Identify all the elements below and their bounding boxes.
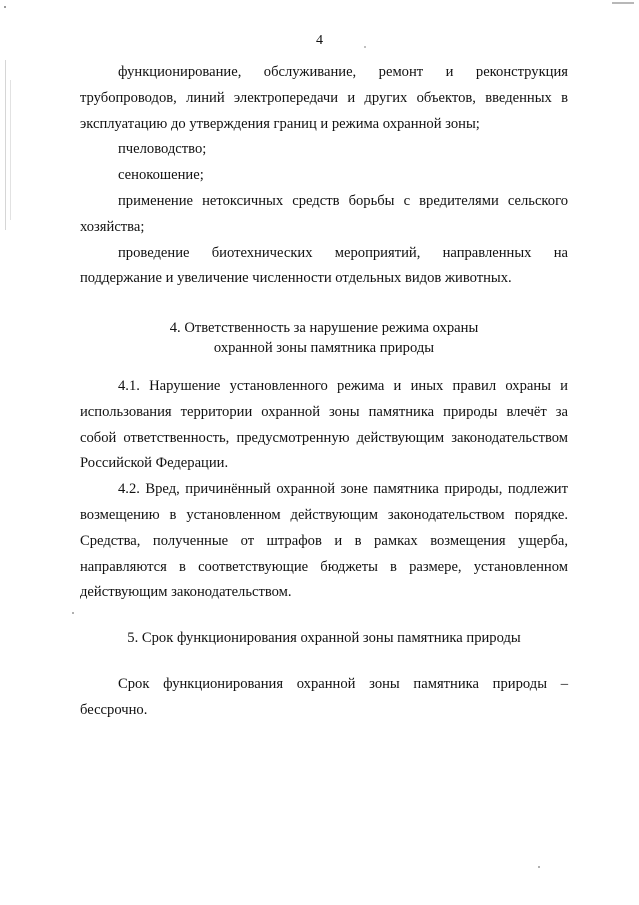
scan-speck: [538, 866, 540, 868]
paragraph-4-2: 4.2. Вред, причинённый охранной зоне памятника природы, подлежит возмещению в установленном действующим законодательством порядке. Средства, полученные от штрафов и в рамках возмещения ущерба, направляются в соответствующие бюджеты в размере, установленном действующим законодательством.: [80, 481, 568, 601]
section-5-heading: [80, 628, 568, 648]
section-5-title: 5. Срок функционирования охранной зоны памятника природы: [127, 630, 521, 646]
page-number: 4: [316, 33, 323, 48]
list-item: пчеловодство;: [118, 141, 207, 158]
list-item: проведение биотехнических мероприятий, направленных на поддержание и увеличение численности отдельных видов животных.: [80, 244, 568, 287]
paragraph-4-1: 4.1. Нарушение установленного режима и иных правил охраны и использования территории охранной зоны памятника природы влечёт за собой ответственность, предусмотренную действующим законодательством Российской Федерации.: [80, 378, 568, 472]
permitted-activities-list: [80, 60, 568, 292]
list-item: применение нетоксичных средств борьбы с вредителями сельского хозяйства;: [80, 192, 568, 235]
scan-edge-shadow: [5, 60, 6, 230]
section-4-body: [80, 374, 568, 606]
scan-speck: [364, 46, 366, 48]
section-4-title-line-2: охранной зоны памятника природы: [213, 340, 435, 356]
scan-corner-mark: [612, 2, 634, 4]
scan-edge-shadow: [10, 80, 11, 220]
scan-speck: [4, 6, 6, 8]
section-5-body: [80, 672, 568, 724]
list-item: сенокошение;: [118, 167, 204, 184]
paragraph-5: Срок функционирования охранной зоны памятника природы – бессрочно.: [80, 676, 568, 718]
section-4-title-line-1: 4. Ответственность за нарушение режима охраны: [169, 320, 479, 336]
list-item: функционирование, обслуживание, ремонт и реконструкция трубопроводов, линий электропередачи и других объектов, введенных в эксплуатацию до утверждения границ и режима охранной зоны;: [80, 64, 568, 132]
scan-speck: [72, 612, 74, 614]
section-4-heading: [80, 318, 568, 358]
